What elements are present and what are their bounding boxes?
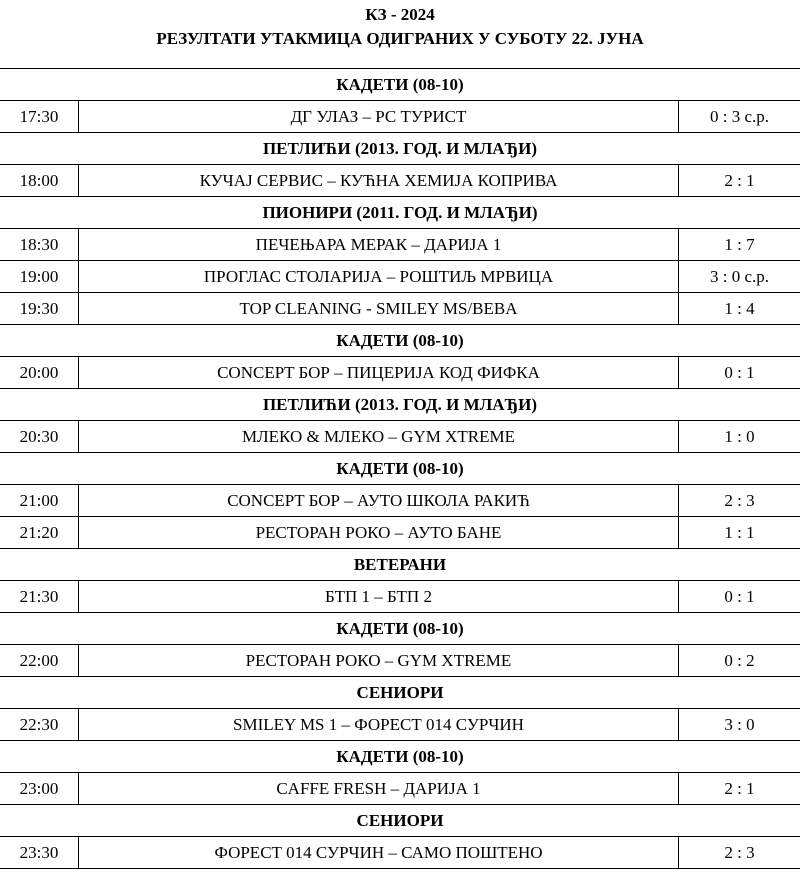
match-row <box>0 517 800 549</box>
match-row <box>0 581 800 613</box>
category-label: ПЕТЛИЋИ (2013. ГОД. И МЛАЂИ) <box>0 133 800 165</box>
category-row <box>0 549 800 581</box>
match-score: 2 : 3 <box>679 485 800 517</box>
category-label: ПЕТЛИЋИ (2013. ГОД. И МЛАЂИ) <box>0 389 800 421</box>
category-row <box>0 677 800 709</box>
match-teams: CAFFE FRESH – ДАРИЈА 1 <box>79 773 679 805</box>
document-header <box>0 0 800 68</box>
match-teams: ДГ УЛАЗ – РС ТУРИСТ <box>79 101 679 133</box>
match-score: 1 : 1 <box>679 517 800 549</box>
results-table <box>0 68 800 869</box>
category-row <box>0 805 800 837</box>
match-row <box>0 293 800 325</box>
category-row <box>0 197 800 229</box>
category-label: ВЕТЕРАНИ <box>0 549 800 581</box>
document-subtitle: РЕЗУЛТАТИ УТАКМИЦА ОДИГРАНИХ У СУБОТУ 22. ЈУНА <box>156 29 644 48</box>
match-row <box>0 645 800 677</box>
match-score: 0 : 1 <box>679 357 800 389</box>
match-teams: МЛЕКО & МЛЕКО – GYM XTREME <box>79 421 679 453</box>
category-label: КАДЕТИ (08-10) <box>0 741 800 773</box>
match-score: 2 : 3 <box>679 837 800 869</box>
category-label: КАДЕТИ (08-10) <box>0 69 800 101</box>
match-time: 17:30 <box>0 101 79 133</box>
results-table-body <box>0 69 800 869</box>
match-time: 22:30 <box>0 709 79 741</box>
match-time: 23:30 <box>0 837 79 869</box>
match-score: 0 : 1 <box>679 581 800 613</box>
category-label: КАДЕТИ (08-10) <box>0 613 800 645</box>
category-row <box>0 741 800 773</box>
match-score: 0 : 2 <box>679 645 800 677</box>
category-label: СЕНИОРИ <box>0 805 800 837</box>
match-score: 1 : 0 <box>679 421 800 453</box>
match-teams: КУЧАЈ СЕРВИС – КУЋНА ХЕМИЈА КОПРИВА <box>79 165 679 197</box>
category-row <box>0 613 800 645</box>
match-time: 21:20 <box>0 517 79 549</box>
match-row <box>0 229 800 261</box>
match-time: 18:00 <box>0 165 79 197</box>
match-time: 19:00 <box>0 261 79 293</box>
match-teams: TOP CLEANING - SMILEY MS/BEBA <box>79 293 679 325</box>
match-time: 18:30 <box>0 229 79 261</box>
match-time: 23:00 <box>0 773 79 805</box>
match-score: 2 : 1 <box>679 165 800 197</box>
match-teams: SMILEY MS 1 – ФОРЕСТ 014 СУРЧИН <box>79 709 679 741</box>
match-teams: ПРОГЛАС СТОЛАРИЈА – РОШТИЉ МРВИЦА <box>79 261 679 293</box>
category-label: КАДЕТИ (08-10) <box>0 325 800 357</box>
match-score: 1 : 7 <box>679 229 800 261</box>
match-teams: ПЕЧЕЊАРА МЕРАК – ДАРИЈА 1 <box>79 229 679 261</box>
match-teams: БТП 1 – БТП 2 <box>79 581 679 613</box>
document-title: КЗ - 2024 <box>365 5 435 24</box>
match-row <box>0 165 800 197</box>
match-teams: CONCEPT БОР – АУТО ШКОЛА РАКИЋ <box>79 485 679 517</box>
category-label: ПИОНИРИ (2011. ГОД. И МЛАЂИ) <box>0 197 800 229</box>
match-row <box>0 101 800 133</box>
match-time: 19:30 <box>0 293 79 325</box>
match-row <box>0 837 800 869</box>
match-score: 0 : 3 с.р. <box>679 101 800 133</box>
match-score: 3 : 0 с.р. <box>679 261 800 293</box>
match-row <box>0 709 800 741</box>
match-teams: CONCEPT БОР – ПИЦЕРИЈА КОД ФИФКА <box>79 357 679 389</box>
match-teams: РЕСТОРАН РОКО – GYM XTREME <box>79 645 679 677</box>
match-time: 22:00 <box>0 645 79 677</box>
category-label: КАДЕТИ (08-10) <box>0 453 800 485</box>
match-row <box>0 357 800 389</box>
category-row <box>0 133 800 165</box>
match-time: 20:00 <box>0 357 79 389</box>
match-score: 3 : 0 <box>679 709 800 741</box>
match-time: 20:30 <box>0 421 79 453</box>
match-row <box>0 261 800 293</box>
match-row <box>0 421 800 453</box>
category-row <box>0 69 800 101</box>
match-score: 2 : 1 <box>679 773 800 805</box>
match-teams: РЕСТОРАН РОКО – АУТО БАНЕ <box>79 517 679 549</box>
match-teams: ФОРЕСТ 014 СУРЧИН – САМО ПОШТЕНО <box>79 837 679 869</box>
match-row <box>0 773 800 805</box>
match-time: 21:30 <box>0 581 79 613</box>
match-score: 1 : 4 <box>679 293 800 325</box>
match-time: 21:00 <box>0 485 79 517</box>
match-row <box>0 485 800 517</box>
category-row <box>0 389 800 421</box>
category-row <box>0 325 800 357</box>
category-label: СЕНИОРИ <box>0 677 800 709</box>
category-row <box>0 453 800 485</box>
